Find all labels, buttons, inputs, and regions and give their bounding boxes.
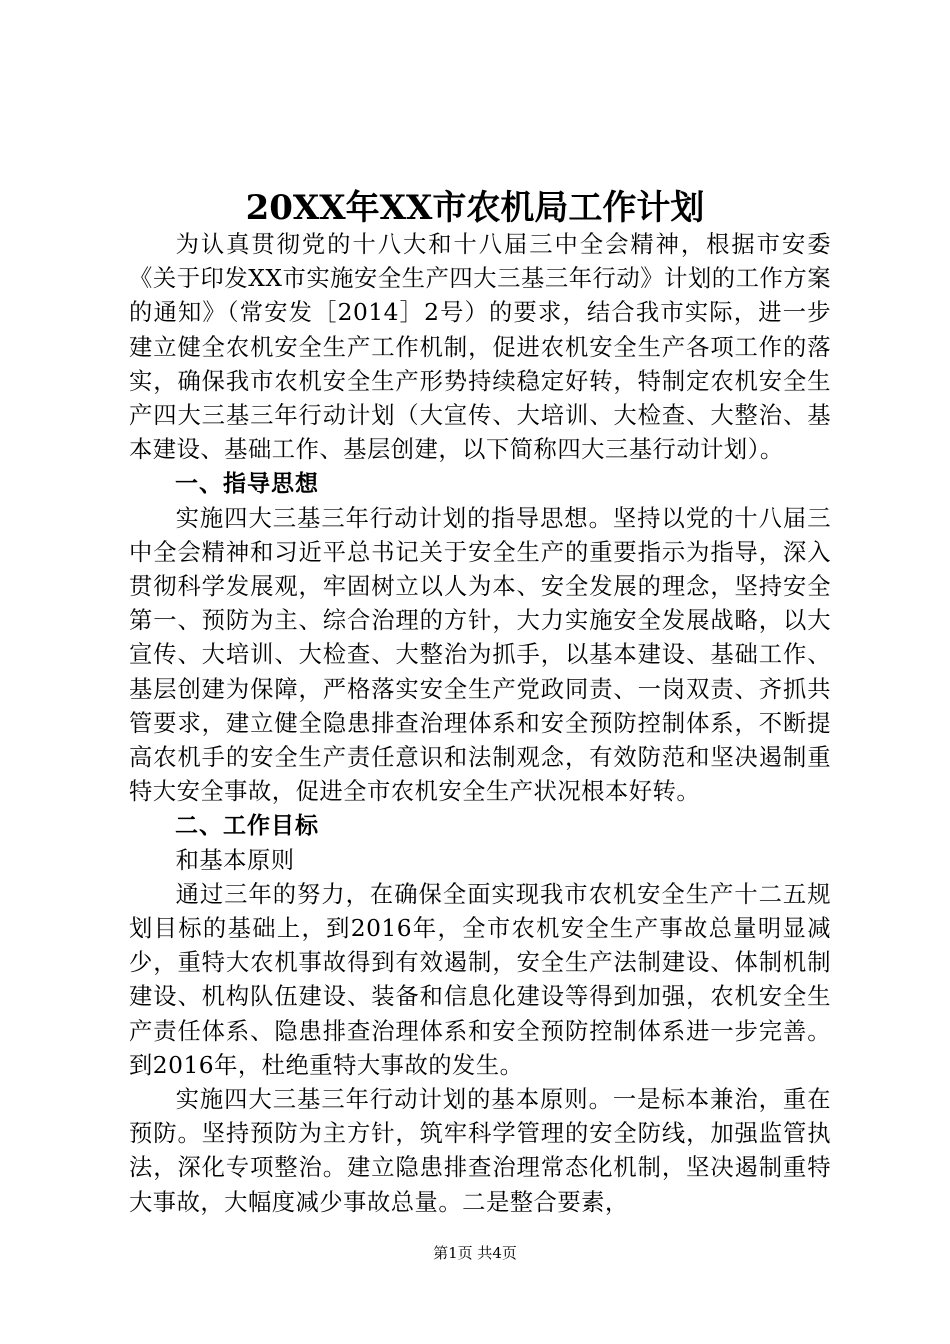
guiding-thought-paragraph: 实施四大三基三年行动计划的指导思想。坚持以党的十八届三中全会精神和习近平总书记关于安全生产的重要指示为指导，深入贯彻科学发展观，牢固树立以人为本、安全发展的理念，坚持安全第一、预防为主、综合治理的方针，大力实施安全发展战略，以大宣传、大培训、大检查、大整治为抓手，以基本建设、基础工作、基层创建为保障，严格落实安全生产党政同责、一岗双责、齐抓共管要求，建立健全隐患排查治理体系和安全预防控制体系，不断提高农机手的安全生产责任意识和法制观念，有效防范和坚决遏制重特大安全事故，促进全市农机安全生产状况根本好转。 [129, 504, 831, 806]
section-heading-guiding-thought: 一、指导思想 [175, 471, 319, 498]
principles-paragraph: 实施四大三基三年行动计划的基本原则。一是标本兼治，重在预防。坚持预防为主方针，筑牢科学管理的安全防线，加强监管执法，深化专项整治。建立隐患排查治理常态化机制，坚决遏制重特大事故，大幅度减少事故总量。二是整合要素， [129, 1086, 831, 1216]
section-heading-work-goals: 二、工作目标 [175, 813, 319, 840]
document-body [129, 228, 831, 1220]
intro-paragraph: 为认真贯彻党的十八大和十八届三中全会精神，根据市安委《关于印发XX市实施安全生产四大三基三年行动》计划的工作方案的通知》（常安发［2014］2号）的要求，结合我市实际，进一步建立健全农机安全生产工作机制，促进农机安全生产各项工作的落实，确保我市农机安全生产形势持续稳定好转，特制定农机安全生产四大三基三年行动计划（大宣传、大培训、大检查、大整治、基本建设、基础工作、基层创建，以下简称四大三基行动计划）。 [129, 231, 831, 464]
document-title: 20XX年XX市农机局工作计划 [245, 188, 705, 228]
page-number-footer: 第1页 共4页 [433, 1244, 517, 1262]
goals-paragraph: 通过三年的努力，在确保全面实现我市农机安全生产十二五规划目标的基础上，到2016年，全市农机安全生产事故总量明显减少，重特大农机事故得到有效遏制，安全生产法制建设、体制机制建设、机构队伍建设、装备和信息化建设等得到加强，农机安全生产责任体系、隐患排查治理体系和安全预防控制体系进一步完善。到2016年，杜绝重特大事故的发生。 [129, 880, 831, 1079]
section-heading-work-goals-continuation: 和基本原则 [175, 846, 295, 874]
